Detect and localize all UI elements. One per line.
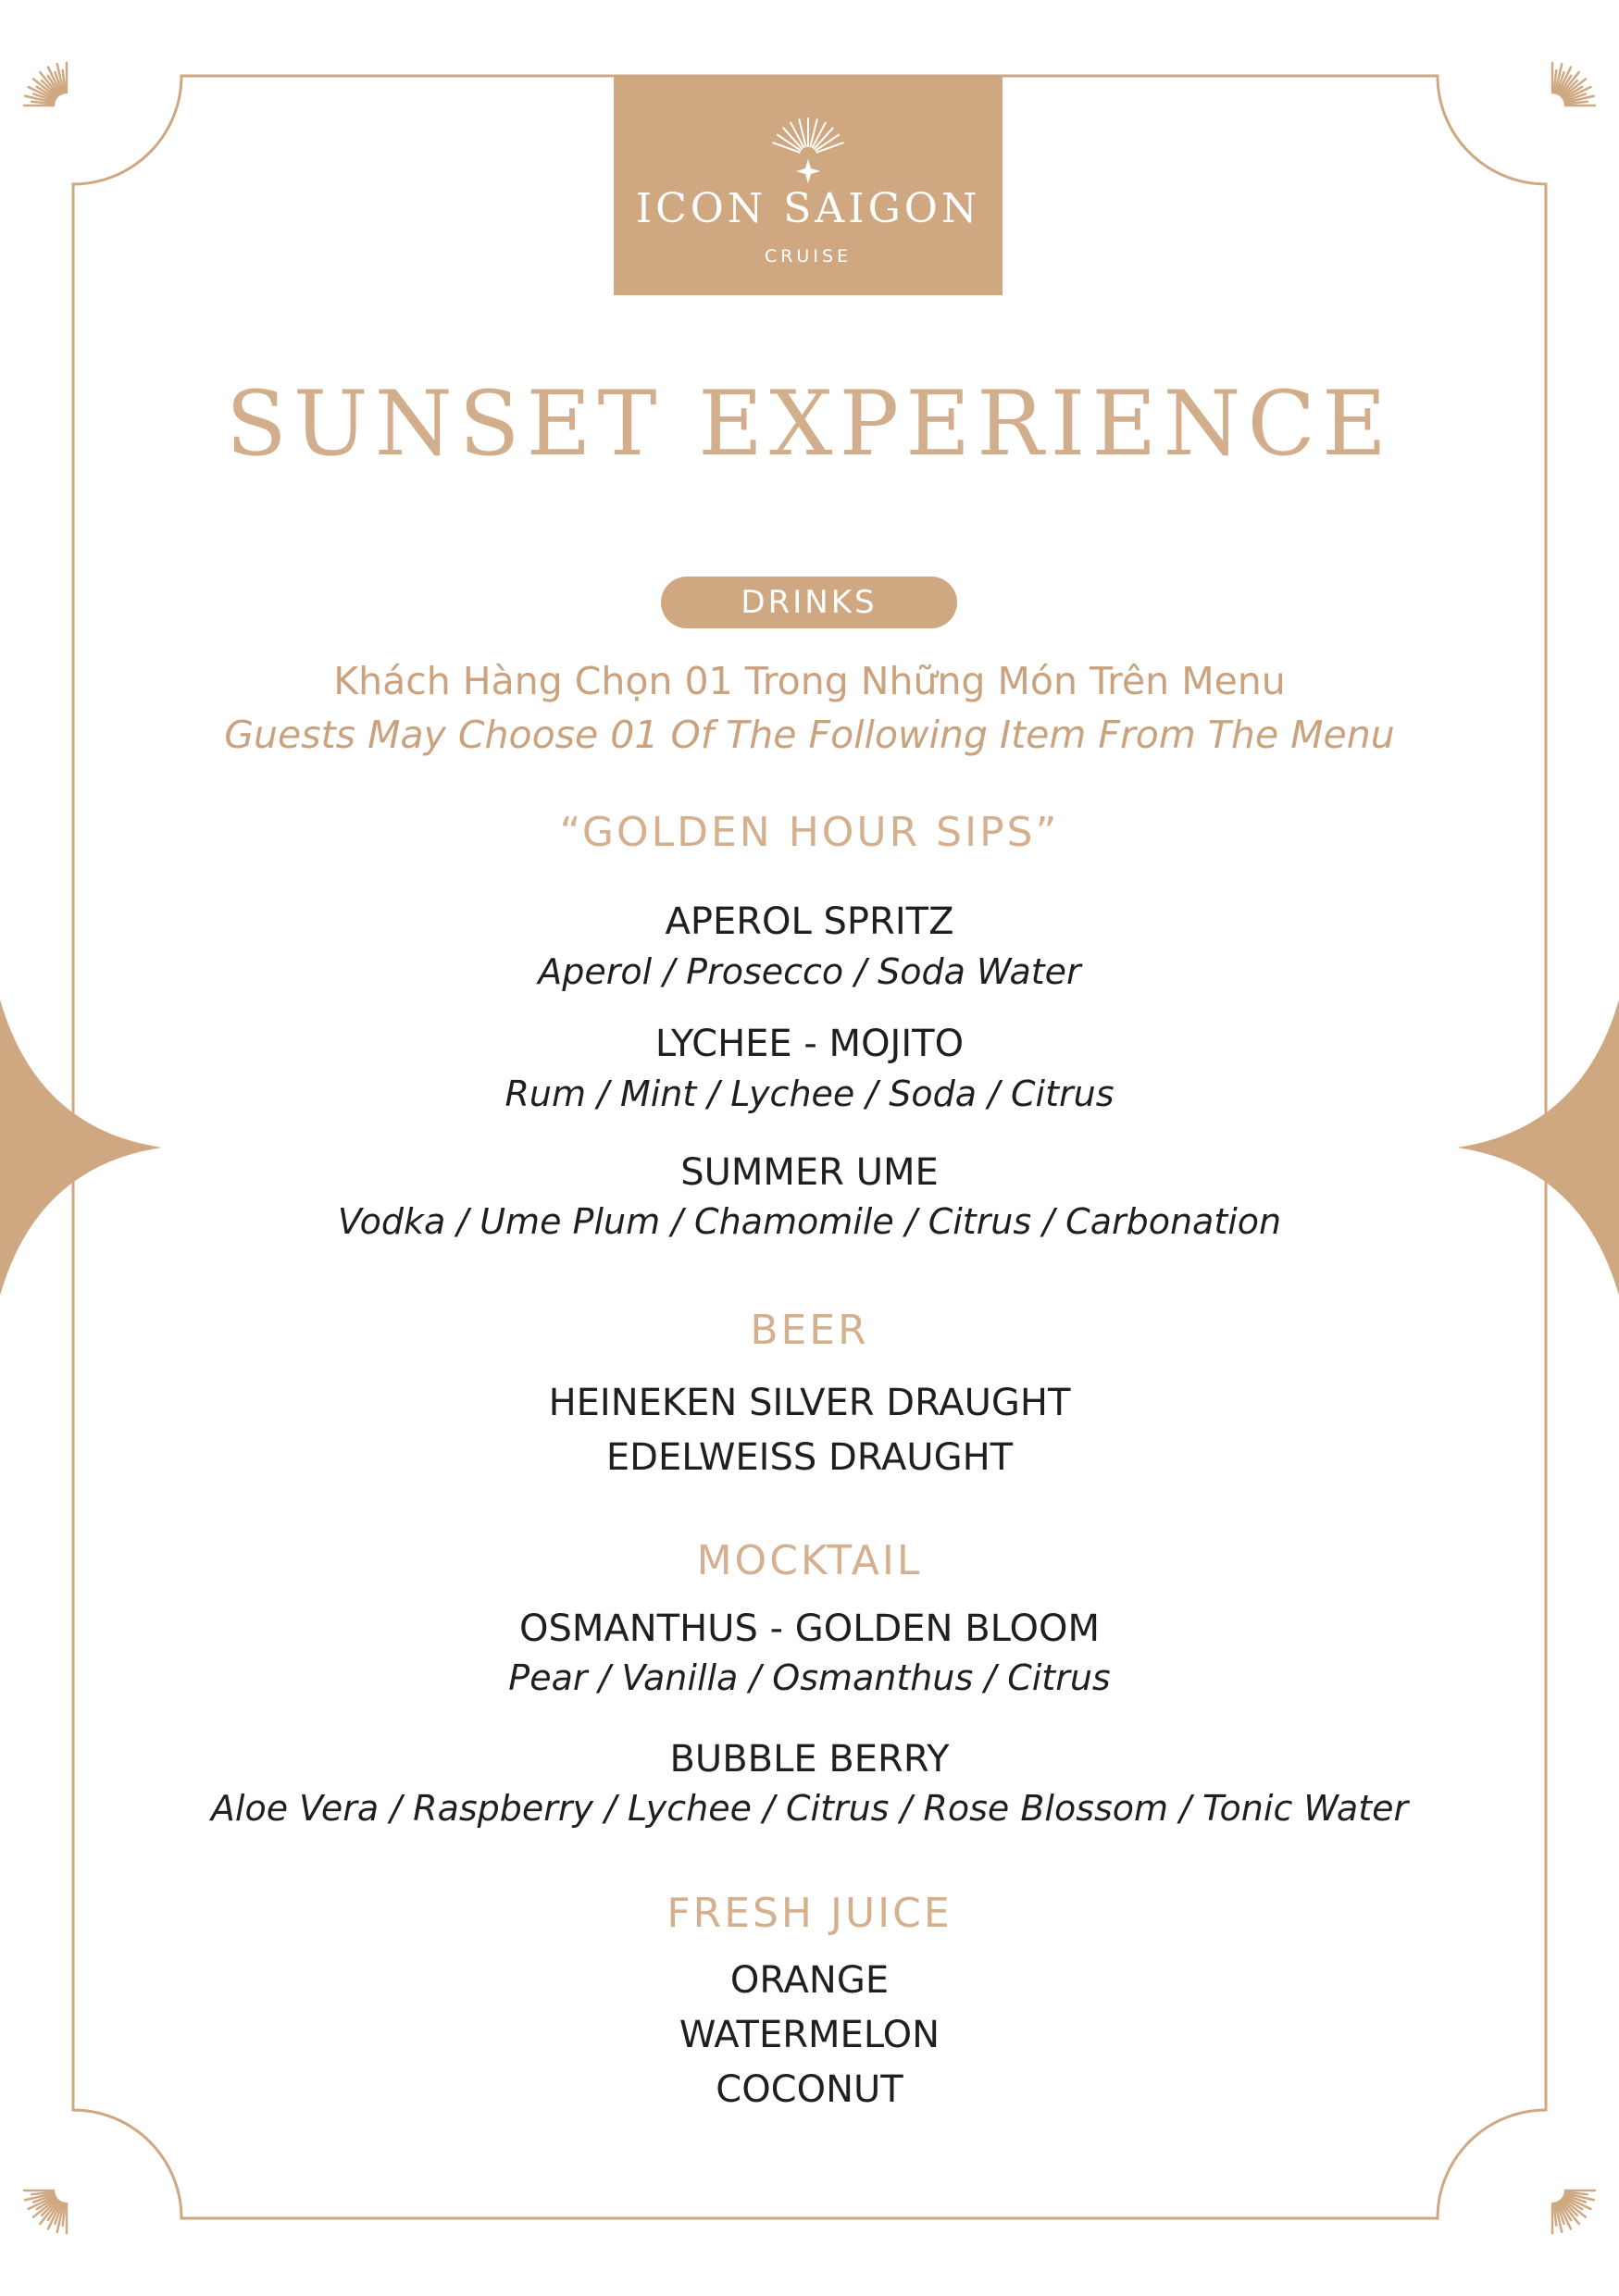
menu-item-name: ORANGE [729, 1959, 890, 2002]
menu-item-name: BUBBLE BERRY [669, 1738, 950, 1781]
logo-name: ICON SAIGON [635, 185, 981, 232]
section-heading-beer: BEER [750, 1307, 869, 1354]
menu-item-name: WATERMELON [679, 2014, 940, 2056]
intro-english: Guests May Choose 01 Of The Following Item From The Menu [224, 713, 1395, 757]
corner-sunburst-top-left [24, 63, 67, 105]
drinks-badge: DRINKS [661, 577, 957, 628]
section-heading-mocktail: MOCKTAIL [696, 1537, 923, 1584]
menu-item-description: Aloe Vera / Raspberry / Lychee / Citrus / Rose Blossom / Tonic Water [210, 1788, 1409, 1829]
brand-logo [614, 76, 1003, 295]
menu-item-name: COCONUT [716, 2068, 903, 2111]
fan-logo-icon [768, 104, 848, 187]
corner-sunburst-top-right [1552, 63, 1595, 105]
menu-item-name: EDELWEISS DRAUGHT [605, 1436, 1014, 1479]
menu-item-name: HEINEKEN SILVER DRAUGHT [548, 1382, 1071, 1424]
menu-item-name: LYCHEE - MOJITO [654, 1023, 965, 1065]
menu-item-description: Pear / Vanilla / Osmanthus / Citrus [508, 1657, 1111, 1698]
menu-item-name: APEROL SPRITZ [665, 900, 954, 943]
corner-sunburst-bottom-right [1552, 2191, 1595, 2233]
intro-vietnamese: Khách Hàng Chọn 01 Trong Những Món Trên Menu [333, 659, 1286, 703]
corner-sunburst-bottom-left [24, 2191, 67, 2233]
section-heading-fresh-juice: FRESH JUICE [666, 1890, 953, 1937]
menu-item-name: OSMANTHUS - GOLDEN BLOOM [519, 1607, 1100, 1650]
page-title: SUNSET EXPERIENCE [226, 372, 1393, 476]
menu-item-description: Rum / Mint / Lychee / Soda / Citrus [504, 1074, 1115, 1114]
menu-item-name: SUMMER UME [680, 1151, 939, 1194]
logo-subtitle: CRUISE [764, 246, 853, 267]
menu-item-description: Aperol / Prosecco / Soda Water [538, 951, 1081, 992]
menu-item-description: Vodka / Ume Plum / Chamomile / Citrus / Carbonation [337, 1201, 1282, 1242]
section-heading-golden-hour: “GOLDEN HOUR SIPS” [559, 809, 1060, 856]
